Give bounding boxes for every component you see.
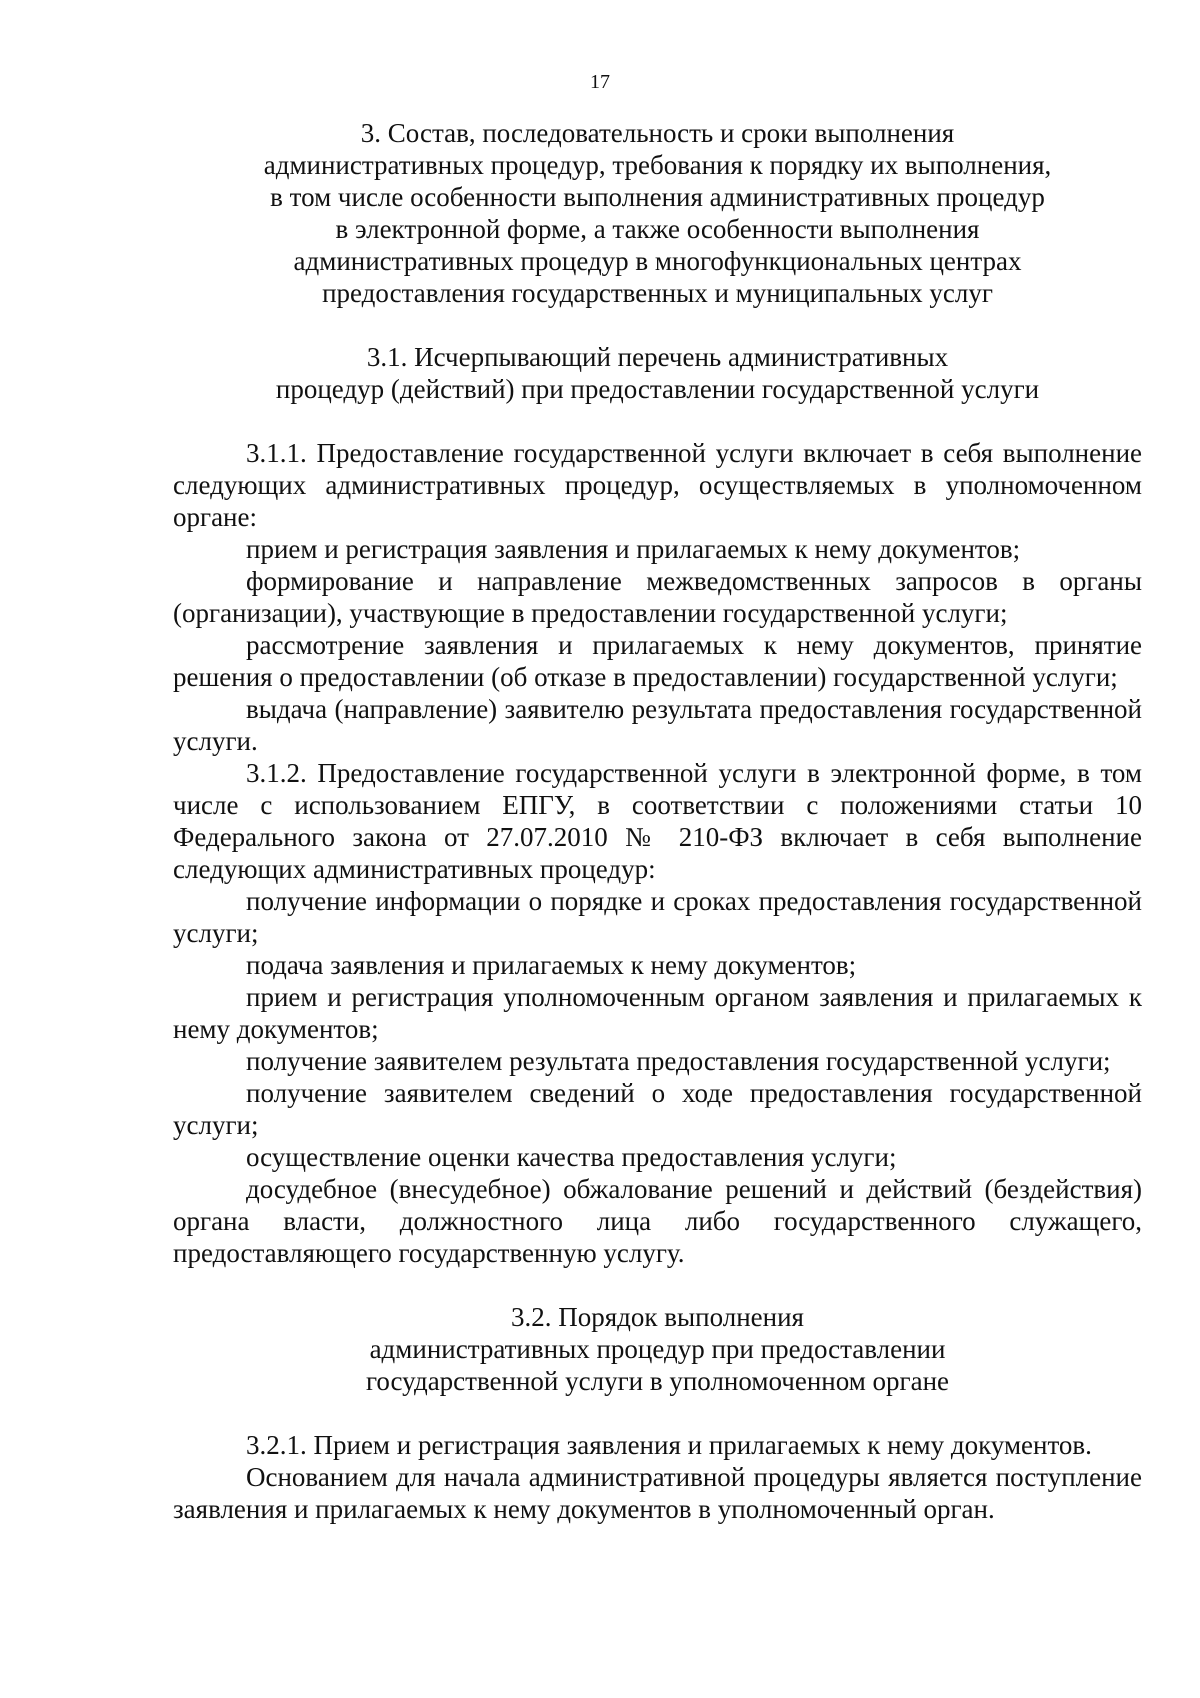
list-item-review-decision: рассмотрение заявления и прилагаемых к нему документов, принятие решения о предоставлении (об отказе в предоставлении) государственной услуги; (173, 630, 1142, 692)
heading-line: процедур (действий) при предоставлении государственной услуги (275, 374, 1040, 404)
paragraph-basis: Основанием для начала административной процедуры является поступление заявления и прилагаемых к нему документов в уполномоченный орган. (173, 1462, 1142, 1524)
heading-line: 3. Состав, последовательность и сроки выполнения (360, 118, 955, 148)
heading-line: административных процедур, требования к порядку их выполнения, (263, 150, 1052, 180)
page-number: 17 (590, 71, 610, 93)
list-item-progress-info: получение заявителем сведений о ходе предоставления государственной услуги; (173, 1078, 1142, 1140)
list-item-result: получение заявителем результата предоставления государственной услуги; (246, 1046, 1111, 1076)
list-item-interagency-requests: формирование и направление межведомственных запросов в органы (организации), участвующие в предоставлении государственной услуги; (173, 566, 1142, 628)
heading-line: административных процедур в многофункциональных центрах (293, 246, 1022, 276)
heading-line: в том числе особенности выполнения административных процедур (270, 182, 1045, 212)
list-item-information: получение информации о порядке и сроках предоставления государственной услуги; (173, 886, 1142, 948)
section-3-heading (173, 117, 1142, 309)
heading-line: 3.2. Порядок выполнения (511, 1302, 804, 1332)
list-item-reception: прием и регистрация заявления и прилагаемых к нему документов; (246, 534, 1021, 564)
list-item-submission: подача заявления и прилагаемых к нему документов; (246, 950, 857, 980)
heading-line: в электронной форме, а также особенности выполнения (335, 214, 980, 244)
list-item-registration: прием и регистрация уполномоченным органом заявления и прилагаемых к нему документов; (173, 982, 1142, 1044)
list-item-appeal: досудебное (внесудебное) обжалование решений и действий (бездействия) органа власти, должностного лица либо государственного служащего, предоставляющего государственную услугу. (173, 1174, 1142, 1268)
list-item-quality-assessment: осуществление оценки качества предоставления услуги; (246, 1142, 897, 1172)
paragraph-3-2-1: 3.2.1. Прием и регистрация заявления и прилагаемых к нему документов. (246, 1430, 1092, 1460)
document-body (173, 117, 1142, 1525)
section-3-1-heading (173, 341, 1142, 405)
paragraph-3-1-2: 3.1.2. Предоставление государственной услуги в электронной форме, в том числе с использованием ЕПГУ, в соответствии с положениями статьи 10 Федерального закона от 27.07.2010 № 210-ФЗ включает в себя выполнение следующих административных процедур: (173, 758, 1142, 884)
list-item-issuance: выдача (направление) заявителю результата предоставления государственной услуги. (173, 694, 1142, 756)
heading-line: предоставления государственных и муниципальных услуг (322, 278, 993, 308)
section-3-2-heading (173, 1301, 1142, 1397)
heading-line: административных процедур при предоставлении (369, 1334, 946, 1364)
heading-line: государственной услуги в уполномоченном органе (365, 1366, 950, 1396)
heading-line: 3.1. Исчерпывающий перечень административных (366, 342, 949, 372)
paragraph-3-1-1: 3.1.1. Предоставление государственной услуги включает в себя выполнение следующих административных процедур, осуществляемых в уполномоченном органе: (173, 438, 1142, 532)
